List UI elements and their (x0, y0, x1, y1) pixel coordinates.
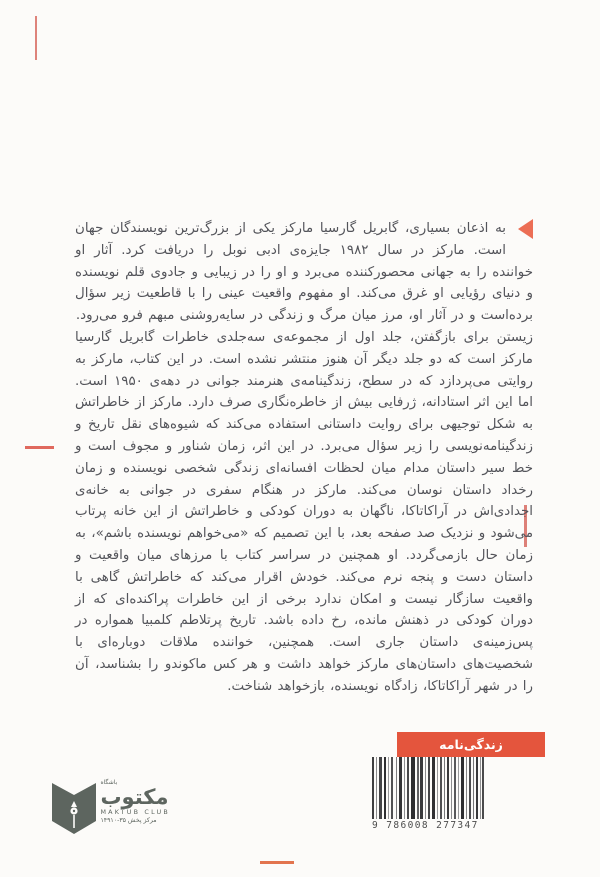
back-cover-blurb (75, 218, 533, 698)
publisher-logo (58, 779, 170, 839)
isbn-barcode (372, 757, 484, 831)
barcode-bars (372, 757, 484, 819)
blurb-paragraph-1 (75, 218, 533, 327)
book-pen-emblem-icon (52, 781, 96, 839)
triangle-bullet-icon (518, 219, 533, 239)
crop-mark-top-left (35, 16, 37, 60)
crop-mark-left-middle (25, 446, 54, 449)
blurb-paragraph-1-text: به اذعان بسیاری، گابریل گارسیا مارکز یکی از بزرگ‌ترین نویسندگان جهان است. مارکز در سال ۱۹۸۲ جایزه‌ی ادبی نوبل را دریافت کرد. آثار او خواننده را به جهانی محصورکننده می‌برد و او را در زیبایی و جادوی قلم نویسنده و دنیای رؤیایی او غرق می‌کند. او مفهوم واقعیت عینی را با قاطعیت زیر سؤال برده‌است و در آثار او، مرز میان مرگ و زندگی در سایه‌روشنی مبهم فرو می‌رود. (75, 221, 533, 324)
isbn-number: 9 786008 277347 (372, 820, 479, 831)
publisher-wordmark: مکتوب (100, 785, 169, 809)
publisher-mini-label: باشگاه (100, 779, 118, 786)
publisher-distribution-line: مرکز پخش ۳۵-۱۴۹۱۰ (100, 817, 157, 824)
blurb-paragraph-2 (75, 327, 533, 698)
blurb-paragraph-2-text: زیستن برای بازگفتن، جلد اول از مجموعه‌ی سه‌جلدی خاطرات گابریل گارسیا مارکز است که دو جلد دیگر آن هنوز منتشر نشده است. در این کتاب، مارکز به روایتی می‌پردازد که در سطح، زندگینامه‌ی هنرمند جوانی در دهه‌ی ۱۹۵۰ است. اما این اثر استادانه، ژرفایی بیش از خاطره‌نگاری صرف دارد. مارکز از خاطراتش به شکل توجیهی برای روایت داستانی استفاده می‌کند که شیوه‌های نقل تاریخ و زندگینامه‌نویسی را زیر سؤال می‌برد. در این اثر، زمان شناور و مجوف است و خط سیر داستان مدام میان لحظات افسانه‌ای زندگی شخصی نویسنده و زمان رخداد داستان نوسان می‌کند. مارکز در هنگام سفری در جوانی به خانه‌ی اجدادی‌اش در آراکاتاکا، ناگهان به دوران کودکی و خاطراتش از این خانه پرتاب می‌شود و نزدیک صد صفحه بعد، با این تصمیم که «می‌خواهم نویسنده باشم»، به زمان حال بازمی‌گردد. او همچنین در سراسر کتاب با مرزهای میان واقعیت و داستان دست و پنجه نرم می‌کند. خودش اقرار می‌کند که خاطراتش گاهی با واقعیت سازگار نیست و امکان ندارد برخی از این خاطرات پراکنده‌ای که از دوران کودکی در ذهنش مانده، رخ داده باشد. تاریخ پرتلاطم کلمبیا همواره در پس‌زمینه‌ی داستان جاری است. همچنین، خواننده ملاقات دوباره‌ای با شخصیت‌های داستان‌های مارکز خواهد داشت و هر کس ماکوندو را بشناسد، آن را در شهر آراکاتاکا، زادگاه نویسنده، بازخواهد شناخت. (75, 329, 533, 694)
crop-mark-bottom-center (260, 861, 294, 864)
category-badge (397, 732, 545, 757)
publisher-text-block (100, 779, 170, 825)
publisher-club-line: MAKTUB CLUB (100, 808, 170, 816)
category-badge-label: زندگی‌نامه (439, 737, 503, 752)
